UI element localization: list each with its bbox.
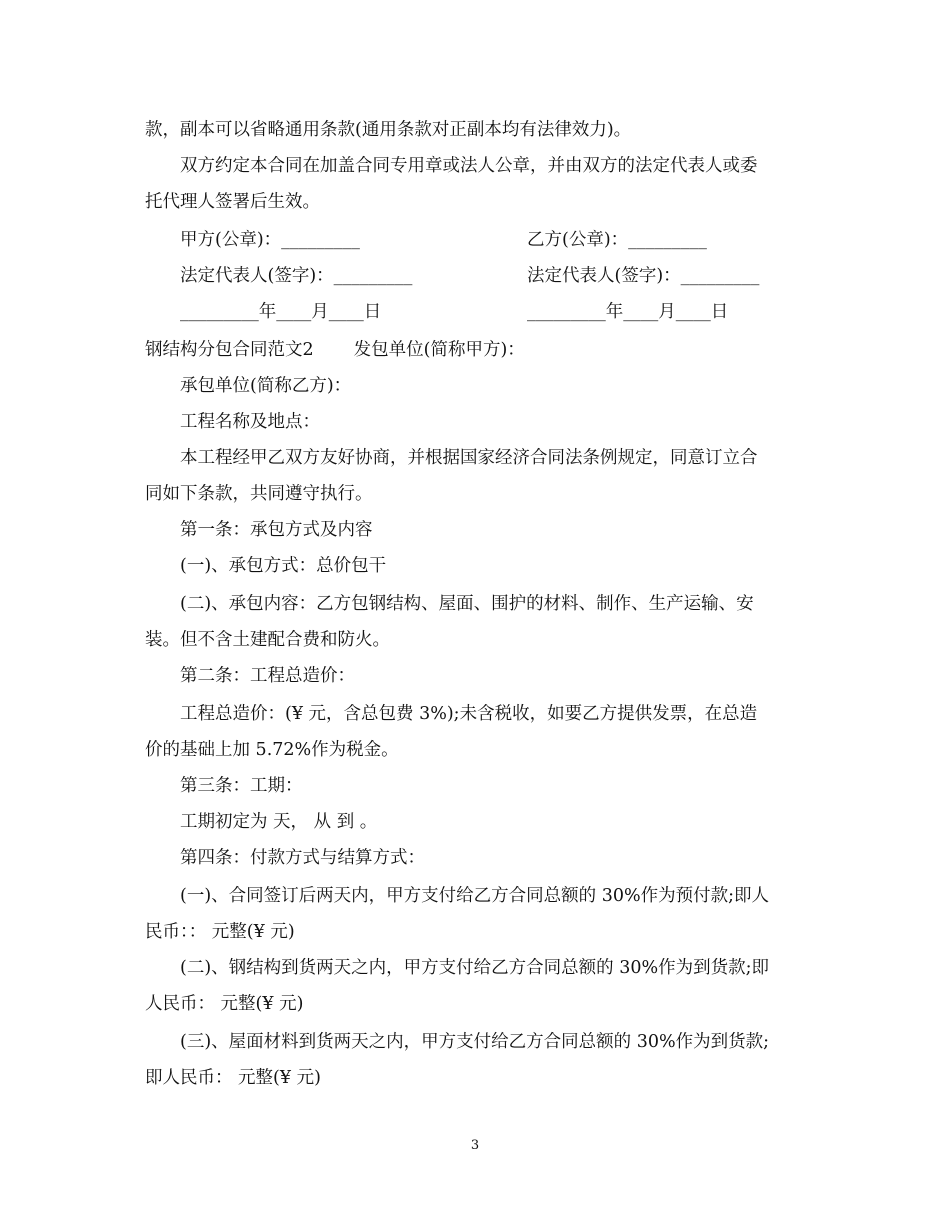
text-line: 双方约定本合同在加盖合同专用章或法人公章，并由双方的法定代表人或委	[180, 156, 758, 176]
text-line: 同如下条款，共同遵守执行。	[145, 484, 373, 504]
text-line: 人民币： 元整(¥ 元)	[145, 994, 304, 1014]
issuer-label: 发包单位(简称甲方)：	[353, 340, 525, 360]
text-line: 工程名称及地点：	[180, 412, 320, 432]
text-line: 工期初定为 天， 从 到 。	[180, 812, 378, 832]
text-line: 民币：： 元整(¥ 元)	[145, 922, 295, 942]
text-line: (二)、承包内容：乙方包钢结构、屋面、围护的材料、制作、生产运输、安	[180, 594, 754, 614]
text-line: 价的基础上加 5.72%作为税金。	[145, 740, 399, 760]
clause-heading: 第三条：工期：	[180, 776, 303, 796]
party-a-seal: 甲方(公章)：_________	[180, 230, 360, 250]
text-line: 即人民币： 元整(¥ 元)	[145, 1068, 321, 1088]
text-line: 工程总造价：(¥ 元，含总包费 3%);未含税收，如要乙方提供发票，在总造	[180, 704, 758, 724]
party-b-representative: 法定代表人(签字)：_________	[527, 266, 760, 286]
party-b-seal: 乙方(公章)：_________	[527, 230, 707, 250]
text-line: (一)、承包方式：总价包干	[180, 556, 387, 576]
party-b-date: _________年____月____日	[527, 302, 729, 322]
party-a-representative: 法定代表人(签字)：_________	[180, 266, 413, 286]
section-title-line	[145, 338, 525, 362]
text-line: 装。但不含土建配合费和防火。	[145, 630, 390, 650]
party-a-date: _________年____月____日	[180, 302, 382, 322]
text-line: 款，副本可以省略通用条款(通用条款对正副本均有法律效力)。	[145, 120, 632, 140]
clause-heading: 第一条：承包方式及内容	[180, 520, 373, 540]
text-line: 本工程经甲乙双方友好协商，并根据国家经济合同法条例规定，同意订立合	[180, 448, 758, 468]
clause-heading: 第二条：工程总造价：	[180, 666, 355, 686]
document-title: 钢结构分包合同范文2	[145, 340, 314, 360]
clause-heading: 第四条：付款方式与结算方式：	[180, 848, 425, 868]
text-line: (二)、钢结构到货两天之内，甲方支付给乙方合同总额的 30%作为到货款;即	[180, 958, 770, 978]
page-number: 3	[470, 1138, 480, 1153]
text-line: (一)、合同签订后两天内，甲方支付给乙方合同总额的 30%作为预付款;即人	[180, 886, 770, 906]
text-line: 承包单位(简称乙方)：	[180, 376, 352, 396]
text-line: 托代理人签署后生效。	[145, 192, 320, 212]
text-line: (三)、屋面材料到货两天之内，甲方支付给乙方合同总额的 30%作为到货款;	[180, 1032, 770, 1052]
